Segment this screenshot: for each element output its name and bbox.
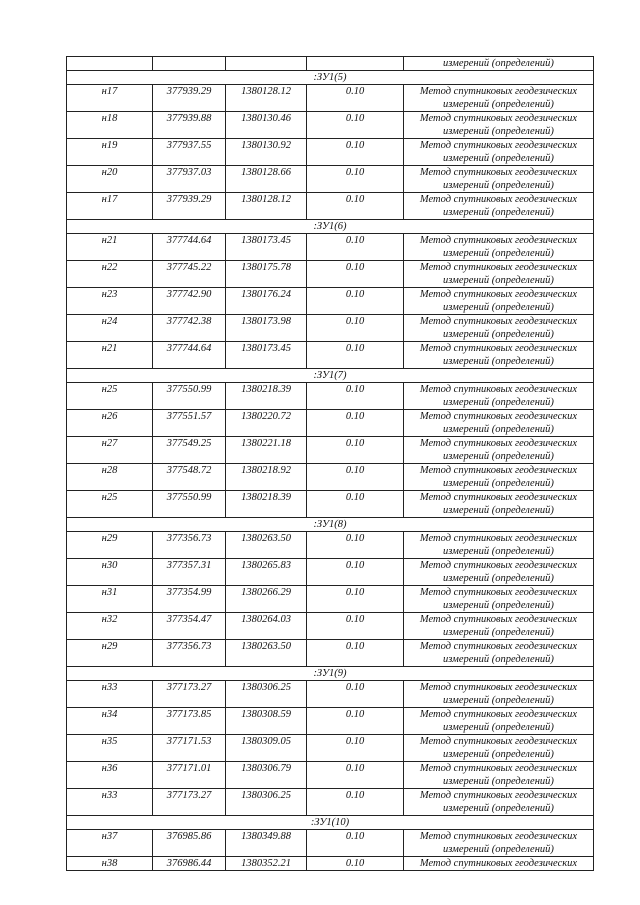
- method-line-2: измерений (определений): [443, 99, 554, 110]
- y-coordinate-cell: 1380218.92: [226, 464, 307, 491]
- table-row: [67, 193, 594, 220]
- x-coordinate-cell: 377742.90: [153, 288, 226, 315]
- method-line-1: Метод спутниковых геодезических: [419, 384, 578, 395]
- method-line-2: измерений (определений): [443, 478, 554, 489]
- method-cell: [404, 586, 594, 613]
- precision-cell: 0.10: [307, 857, 404, 871]
- precision-cell: 0.10: [307, 85, 404, 112]
- method-line-1: Метод спутниковых геодезических: [419, 438, 578, 449]
- y-coordinate-cell: 1380220.72: [226, 410, 307, 437]
- x-coordinate-cell: 377548.72: [153, 464, 226, 491]
- x-coordinate-cell: 377745.22: [153, 261, 226, 288]
- table-row: [67, 139, 594, 166]
- y-coordinate-cell: 1380306.79: [226, 762, 307, 789]
- method-cell: измерений (определений): [404, 57, 594, 71]
- method-cell: [404, 491, 594, 518]
- coordinates-table: [66, 56, 594, 871]
- method-line-1: Метод спутниковых геодезических: [419, 790, 578, 801]
- x-coordinate-cell: 377171.53: [153, 735, 226, 762]
- point-name-cell: н21: [67, 342, 153, 369]
- method-cell: [404, 640, 594, 667]
- table-row: [67, 559, 594, 586]
- precision-cell: 0.10: [307, 532, 404, 559]
- method-line-1: Метод спутниковых геодезических: [419, 262, 578, 273]
- precision-cell: 0.10: [307, 681, 404, 708]
- table-row: [67, 288, 594, 315]
- section-header-row: [67, 71, 594, 85]
- y-coordinate-cell: 1380173.45: [226, 234, 307, 261]
- point-name-cell: н34: [67, 708, 153, 735]
- x-coordinate-cell: 377551.57: [153, 410, 226, 437]
- point-name-cell: н36: [67, 762, 153, 789]
- method-cell: [404, 830, 594, 857]
- y-coordinate-cell: 1380309.05: [226, 735, 307, 762]
- point-name-cell: н22: [67, 261, 153, 288]
- table-row: [67, 532, 594, 559]
- precision-cell: 0.10: [307, 762, 404, 789]
- method-line-1: Метод спутниковых геодезических: [419, 167, 578, 178]
- y-coordinate-cell: 1380128.12: [226, 193, 307, 220]
- point-name-cell: н25: [67, 491, 153, 518]
- precision-cell: 0.10: [307, 261, 404, 288]
- precision-cell: 0.10: [307, 315, 404, 342]
- point-name-cell: н26: [67, 410, 153, 437]
- method-cell: [404, 464, 594, 491]
- method-line-2: измерений (определений): [443, 126, 554, 137]
- y-coordinate-cell: 1380266.29: [226, 586, 307, 613]
- precision-cell: 0.10: [307, 139, 404, 166]
- x-coordinate-cell: 376985.86: [153, 830, 226, 857]
- table-row: [67, 315, 594, 342]
- method-cell: [404, 85, 594, 112]
- method-line-2: измерений (определений): [443, 749, 554, 760]
- precision-cell: 0.10: [307, 410, 404, 437]
- point-name-cell: н30: [67, 559, 153, 586]
- precision-cell: 0.10: [307, 708, 404, 735]
- section-header-row: [67, 816, 594, 830]
- method-line-2: измерений (определений): [443, 654, 554, 665]
- method-line-2: измерений (определений): [443, 803, 554, 814]
- table-row: [67, 166, 594, 193]
- point-name-cell: н25: [67, 383, 153, 410]
- x-coordinate-cell: 376986.44: [153, 857, 226, 871]
- point-name-cell: н18: [67, 112, 153, 139]
- point-name-cell: н28: [67, 464, 153, 491]
- x-coordinate-cell: 377356.73: [153, 640, 226, 667]
- precision-cell: 0.10: [307, 193, 404, 220]
- precision-cell: 0.10: [307, 735, 404, 762]
- table-row: [67, 491, 594, 518]
- method-line-1: Метод спутниковых геодезических: [419, 343, 578, 354]
- section-header-row: [67, 667, 594, 681]
- table-row: [67, 234, 594, 261]
- point-name-cell: н29: [67, 532, 153, 559]
- method-line-1: Метод спутниковых геодезических: [419, 641, 578, 652]
- point-name-cell: н33: [67, 789, 153, 816]
- section-header-row: [67, 220, 594, 234]
- section-header-row: [67, 369, 594, 383]
- method-cell: [404, 261, 594, 288]
- method-line-1: Метод спутниковых геодезических: [419, 763, 578, 774]
- y-coordinate-cell: 1380306.25: [226, 789, 307, 816]
- x-coordinate-cell: 377937.03: [153, 166, 226, 193]
- point-name-cell: н20: [67, 166, 153, 193]
- method-cell: [404, 681, 594, 708]
- method-line-1: Метод спутниковых геодезических: [419, 194, 578, 205]
- x-coordinate-cell: 377939.29: [153, 85, 226, 112]
- x-coordinate-cell: 377550.99: [153, 383, 226, 410]
- table-row: [67, 85, 594, 112]
- point-name-cell: н19: [67, 139, 153, 166]
- point-name-cell: н17: [67, 193, 153, 220]
- method-cell: [404, 410, 594, 437]
- y-coordinate-cell: 1380265.83: [226, 559, 307, 586]
- method-cell: [404, 342, 594, 369]
- precision-cell: 0.10: [307, 789, 404, 816]
- method-cell: [404, 315, 594, 342]
- method-line-1: Метод спутниковых геодезических: [419, 736, 578, 747]
- method-line-2: измерений (определений): [443, 275, 554, 286]
- point-name-cell: н37: [67, 830, 153, 857]
- y-coordinate-cell: 1380352.21: [226, 857, 307, 871]
- y-coordinate-cell: 1380308.59: [226, 708, 307, 735]
- precision-cell: 0.10: [307, 166, 404, 193]
- method-cell: [404, 708, 594, 735]
- table-row: [67, 437, 594, 464]
- precision-cell: 0.10: [307, 491, 404, 518]
- method-line-2: измерений (определений): [443, 573, 554, 584]
- method-cell: [404, 139, 594, 166]
- section-header-row: [67, 518, 594, 532]
- method-line-1: Метод спутниковых геодезических: [419, 289, 578, 300]
- precision-cell: 0.10: [307, 383, 404, 410]
- method-line-2: измерений (определений): [443, 451, 554, 462]
- table-row: [67, 735, 594, 762]
- y-coordinate-cell: 1380173.45: [226, 342, 307, 369]
- method-line-1: Метод спутниковых геодезических: [419, 682, 578, 693]
- table-row: [67, 681, 594, 708]
- x-coordinate-cell: 377744.64: [153, 342, 226, 369]
- y-coordinate-cell: 1380173.98: [226, 315, 307, 342]
- y-coordinate-cell: 1380218.39: [226, 491, 307, 518]
- x-coordinate-cell: 377550.99: [153, 491, 226, 518]
- method-line-1: Метод спутниковых геодезических: [419, 587, 578, 598]
- point-name-cell: н38: [67, 857, 153, 871]
- method-line-1: Метод спутниковых геодезических: [419, 235, 578, 246]
- x-coordinate-cell: 377356.73: [153, 532, 226, 559]
- y-coordinate-cell: 1380128.66: [226, 166, 307, 193]
- method-cell: [404, 735, 594, 762]
- method-cell: [404, 383, 594, 410]
- method-line-1: Метод спутниковых геодезических: [419, 465, 578, 476]
- x-coordinate-cell: 377742.38: [153, 315, 226, 342]
- table-row: [67, 410, 594, 437]
- x-coordinate-cell: 377173.27: [153, 789, 226, 816]
- y-coordinate-cell: 1380128.12: [226, 85, 307, 112]
- table-row: [67, 342, 594, 369]
- method-line-2: измерений (определений): [443, 397, 554, 408]
- method-line-2: измерений (определений): [443, 722, 554, 733]
- table-row: [67, 762, 594, 789]
- point-name-cell: н21: [67, 234, 153, 261]
- table-row: [67, 830, 594, 857]
- point-name-cell: н23: [67, 288, 153, 315]
- method-line-1: Метод спутниковых геодезических: [419, 831, 578, 842]
- x-coordinate-cell: 377939.88: [153, 112, 226, 139]
- point-name-cell: н32: [67, 613, 153, 640]
- method-cell: [404, 532, 594, 559]
- method-cell: [404, 166, 594, 193]
- section-title: :ЗУ1(9): [67, 667, 594, 681]
- point-name-cell: н33: [67, 681, 153, 708]
- coordinates-table-page: [66, 56, 593, 871]
- y-coordinate-cell: 1380221.18: [226, 437, 307, 464]
- precision-cell: 0.10: [307, 559, 404, 586]
- method-line-2: измерений (определений): [443, 600, 554, 611]
- y-coordinate-cell: 1380349.88: [226, 830, 307, 857]
- table-row: [67, 708, 594, 735]
- table-row: [67, 640, 594, 667]
- y-coordinate-cell: 1380175.78: [226, 261, 307, 288]
- x-coordinate-cell: 377171.01: [153, 762, 226, 789]
- x-coordinate-cell: 377744.64: [153, 234, 226, 261]
- method-cell: Метод спутниковых геодезических: [404, 857, 594, 871]
- table-row: [67, 383, 594, 410]
- x-coordinate-cell: 377357.31: [153, 559, 226, 586]
- method-line-2: измерений (определений): [443, 424, 554, 435]
- point-name-cell: н31: [67, 586, 153, 613]
- x-coordinate-cell: 377173.85: [153, 708, 226, 735]
- section-title: :ЗУ1(7): [67, 369, 594, 383]
- method-cell: [404, 613, 594, 640]
- precision-cell: 0.10: [307, 112, 404, 139]
- table-row-continued: [67, 57, 594, 71]
- y-coordinate-cell: 1380130.92: [226, 139, 307, 166]
- precision-cell: 0.10: [307, 342, 404, 369]
- method-line-1: Метод спутниковых геодезических: [419, 113, 578, 124]
- method-line-2: измерений (определений): [443, 153, 554, 164]
- table-row: [67, 857, 594, 871]
- method-line-2: измерений (определений): [443, 207, 554, 218]
- x-coordinate-cell: 377939.29: [153, 193, 226, 220]
- x-coordinate-cell: 377549.25: [153, 437, 226, 464]
- y-coordinate-cell: 1380264.03: [226, 613, 307, 640]
- method-line-1: Метод спутниковых геодезических: [419, 533, 578, 544]
- method-line-2: измерений (определений): [443, 302, 554, 313]
- method-line-2: измерений (определений): [443, 329, 554, 340]
- method-line-1: Метод спутниковых геодезических: [419, 140, 578, 151]
- method-line-1: Метод спутниковых геодезических: [419, 411, 578, 422]
- precision-cell: 0.10: [307, 613, 404, 640]
- section-title: :ЗУ1(6): [67, 220, 594, 234]
- method-line-1: Метод спутниковых геодезических: [419, 86, 578, 97]
- method-cell: [404, 193, 594, 220]
- y-coordinate-cell: 1380263.50: [226, 532, 307, 559]
- table-row: [67, 464, 594, 491]
- method-line-2: измерений (определений): [443, 776, 554, 787]
- x-coordinate-cell: 377173.27: [153, 681, 226, 708]
- table-row: [67, 112, 594, 139]
- method-line-2: измерений (определений): [443, 180, 554, 191]
- method-line-2: измерений (определений): [443, 248, 554, 259]
- point-name-cell: н27: [67, 437, 153, 464]
- method-line-2: измерений (определений): [443, 356, 554, 367]
- precision-cell: 0.10: [307, 234, 404, 261]
- table-row: [67, 613, 594, 640]
- method-cell: [404, 762, 594, 789]
- x-coordinate-cell: 377354.47: [153, 613, 226, 640]
- y-coordinate-cell: 1380306.25: [226, 681, 307, 708]
- method-cell: [404, 789, 594, 816]
- precision-cell: 0.10: [307, 640, 404, 667]
- method-line-2: измерений (определений): [443, 505, 554, 516]
- method-cell: [404, 437, 594, 464]
- x-coordinate-cell: 377354.99: [153, 586, 226, 613]
- precision-cell: 0.10: [307, 288, 404, 315]
- y-coordinate-cell: 1380130.46: [226, 112, 307, 139]
- section-title: :ЗУ1(5): [67, 71, 594, 85]
- method-line-2: измерений (определений): [443, 844, 554, 855]
- precision-cell: 0.10: [307, 586, 404, 613]
- method-line-2: измерений (определений): [443, 627, 554, 638]
- section-title: :ЗУ1(10): [67, 816, 594, 830]
- method-line-1: Метод спутниковых геодезических: [419, 709, 578, 720]
- table-row: [67, 789, 594, 816]
- method-cell: [404, 559, 594, 586]
- section-title: :ЗУ1(8): [67, 518, 594, 532]
- x-coordinate-cell: 377937.55: [153, 139, 226, 166]
- point-name-cell: н17: [67, 85, 153, 112]
- method-line-1: Метод спутниковых геодезических: [419, 492, 578, 503]
- y-coordinate-cell: 1380176.24: [226, 288, 307, 315]
- table-row: [67, 261, 594, 288]
- point-name-cell: н29: [67, 640, 153, 667]
- method-cell: [404, 288, 594, 315]
- method-cell: [404, 112, 594, 139]
- precision-cell: 0.10: [307, 464, 404, 491]
- point-name-cell: н35: [67, 735, 153, 762]
- y-coordinate-cell: 1380218.39: [226, 383, 307, 410]
- table-row: [67, 586, 594, 613]
- precision-cell: 0.10: [307, 437, 404, 464]
- method-line-2: измерений (определений): [443, 546, 554, 557]
- point-name-cell: н24: [67, 315, 153, 342]
- method-line-1: Метод спутниковых геодезических: [419, 560, 578, 571]
- method-line-1: Метод спутниковых геодезических: [419, 316, 578, 327]
- precision-cell: 0.10: [307, 830, 404, 857]
- method-line-1: Метод спутниковых геодезических: [419, 614, 578, 625]
- method-cell: [404, 234, 594, 261]
- y-coordinate-cell: 1380263.50: [226, 640, 307, 667]
- method-line-2: измерений (определений): [443, 695, 554, 706]
